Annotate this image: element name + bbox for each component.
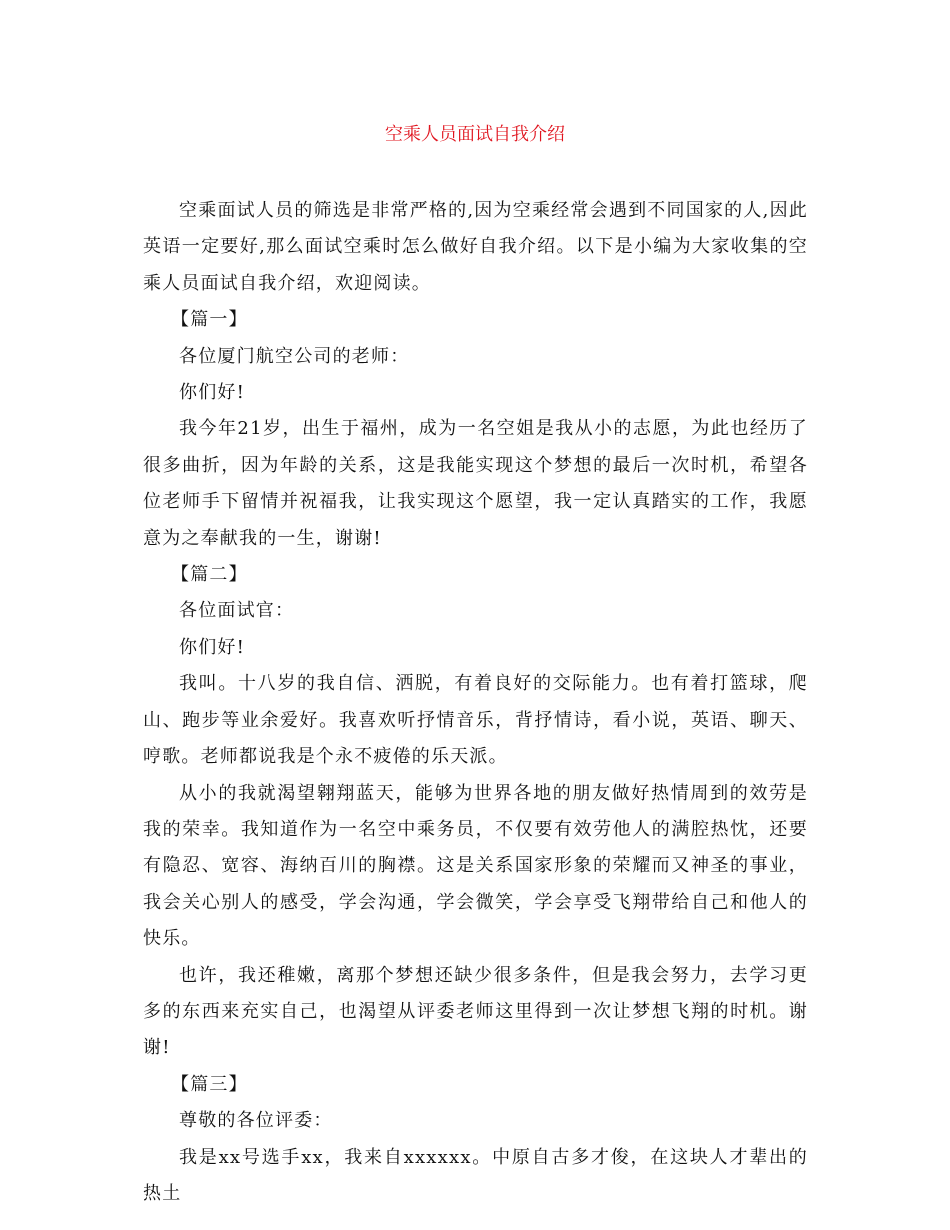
section-heading-1: 【篇一】 — [171, 309, 248, 331]
paragraph-2c: 也许，我还稚嫩，离那个梦想还缺少很多条件，但是我会努力，去学习更多的东西来充实自己，也渴望从评委老师这里得到一次让梦想飞翔的时机。谢谢! — [143, 964, 808, 1059]
greeting-2: 你们好! — [179, 636, 246, 658]
paragraph-2b: 从小的我就渴望翱翔蓝天，能够为世界各地的朋友做好热情周到的效劳是我的荣幸。我知道作为一名空中乘务员，不仅要有效劳他人的满腔热忱，还要有隐忍、宽容、海纳百川的胸襟。这是关系国家形象的荣耀而又神圣的事业，我会关心别人的感受，学会沟通，学会微笑，学会享受飞翔带给自己和他人的快乐。 — [143, 782, 808, 950]
intro-paragraph: 空乘面试人员的筛选是非常严格的,因为空乘经常会遇到不同国家的人,因此英语一定要好,那么面试空乘时怎么做好自我介绍。以下是小编为大家收集的空乘人员面试自我介绍，欢迎阅读。 — [143, 200, 808, 294]
greeting-1: 你们好! — [179, 382, 246, 404]
section-heading-3: 【篇三】 — [171, 1073, 248, 1095]
paragraph-2a: 我叫。十八岁的我自信、洒脱，有着良好的交际能力。也有着打篮球，爬山、跑步等业余爱好。我喜欢听抒情音乐，背抒情诗，看小说，英语、聊天、哼歌。老师都说我是个永不疲倦的乐天派。 — [143, 673, 808, 768]
document-title: 空乘人员面试自我介绍 — [385, 124, 565, 145]
paragraph-1: 我今年21岁，出生于福州，成为一名空姐是我从小的志愿，为此也经历了很多曲折，因为年龄的关系，这是我能实现这个梦想的最后一次时机，希望各位老师手下留情并祝福我，让我实现这个愿望，我一定认真踏实的工作，我愿意为之奉献我的一生，谢谢! — [143, 418, 808, 549]
paragraph-3: 我是xx号选手xx，我来自xxxxxx。中原自古多才俊，在这块人才辈出的热土 — [143, 1146, 808, 1204]
section-heading-2: 【篇二】 — [171, 564, 248, 586]
salutation-2: 各位面试官： — [179, 600, 295, 622]
salutation-1: 各位厦门航空公司的老师： — [179, 345, 410, 367]
salutation-3: 尊敬的各位评委： — [179, 1110, 333, 1132]
document-body — [143, 193, 808, 1212]
